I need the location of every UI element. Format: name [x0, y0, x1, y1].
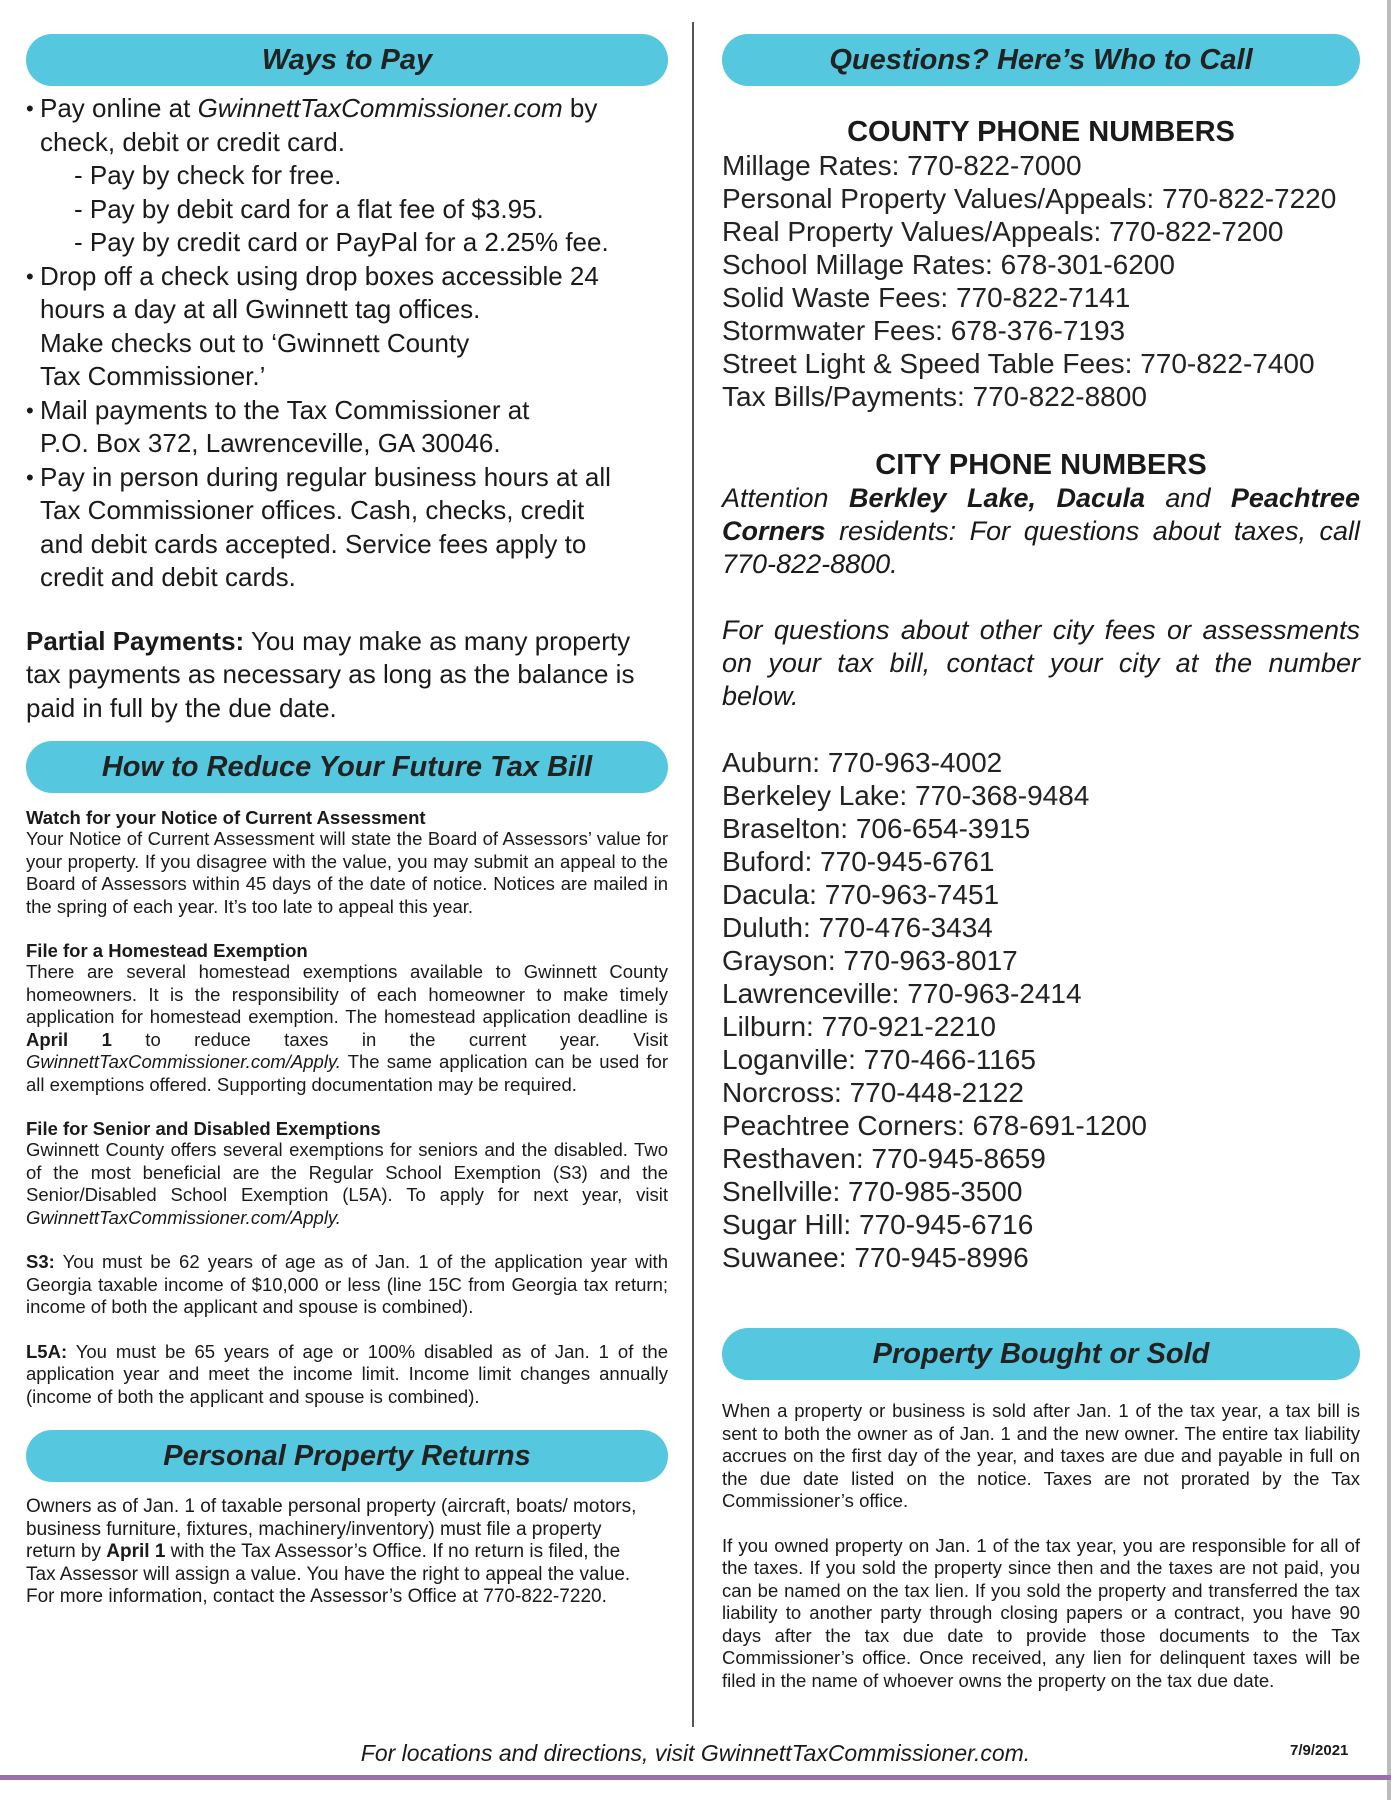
l5a-body: You must be 65 years of age or 100% disabled as of Jan. 1 of the application year and meet the income limit. Income limit changes annually (income of both the applicant and spouse is combined).: [26, 1340, 668, 1407]
l5a-label: L5A:: [26, 1340, 68, 1362]
homestead-text: [26, 961, 668, 1096]
city-phone-heading: CITY PHONE NUMBERS: [875, 449, 1207, 481]
left-column: [26, 34, 668, 1609]
county-phone-heading: COUNTY PHONE NUMBERS: [847, 116, 1235, 148]
pay-online-text-2: check, debit or credit card.: [40, 126, 345, 157]
person-line-1: Pay in person during regular business hours at all: [40, 461, 611, 492]
reduce-tax-banner: [26, 741, 668, 793]
county-phone-section: [722, 116, 1360, 413]
personal-text-post: with the Tax Assessor’s Office. If no return is filed, the Tax Assessor will assign a value. You have the right to appeal the value. For more information, contact the Assessor’s Office at 770-822-7220.: [26, 1541, 631, 1607]
mail-line-2: P.O. Box 372, Lawrenceville, GA 30046.: [40, 428, 501, 458]
watch-notice-block: [26, 807, 668, 918]
personal-property-text: [26, 1496, 668, 1609]
bought-sold-para-1: When a property or business is sold after Jan. 1 of the tax year, a tax bill is sent to both the owner as of Jan. 1 and the new owner. The entire tax liability accrues on the first day of the year, and taxes are due and payable in full on the due date listed on the notice. Taxes are not prorated by the Tax Commissioner’s office.: [722, 1400, 1360, 1511]
bought-sold-title: Property Bought or Sold: [872, 1337, 1210, 1370]
personal-text-pre: Owners as of Jan. 1 of taxable personal property (aircraft, boats/ motors, business furniture, fixtures, machinery/inventory) must file a property return by: [26, 1496, 637, 1562]
personal-property-section: [26, 1496, 668, 1609]
city-phone-line: Snellville: 770-985-3500: [722, 1176, 1023, 1207]
county-phone-line: Personal Property Values/Appeals: 770-822-7220: [722, 183, 1337, 214]
ways-to-pay-list: [26, 92, 668, 159]
city-phone-line: Dacula: 770-963-7451: [722, 879, 1000, 910]
page-edge: [1387, 0, 1391, 1800]
column-divider: [692, 22, 694, 1727]
city-phone-list: [722, 746, 1360, 1274]
footer-text: For locations and directions, visit GwinnettTaxCommissioner.com.: [360, 1740, 1031, 1766]
city-phone-line: Loganville: 770-466-1165: [722, 1044, 1036, 1075]
pay-online-text: Pay online at: [40, 93, 198, 123]
city-phone-line: Suwanee: 770-945-8996: [722, 1242, 1029, 1273]
partial-payments-label: Partial Payments:: [26, 625, 245, 656]
pay-credit-item: - Pay by credit card or PayPal for a 2.25% fee.: [74, 227, 609, 257]
personal-property-title: Personal Property Returns: [163, 1439, 531, 1472]
homestead-text-pre: There are several homestead exemptions available to Gwinnett County homeowners. It is the responsibility of each homeowner to make timely application for homestead exemption. The homestead application deadline is: [26, 961, 668, 1027]
homestead-deadline: April 1: [26, 1028, 112, 1050]
person-line-4: credit and debit cards.: [40, 562, 296, 592]
city-phone-line: Lilburn: 770-921-2210: [722, 1011, 996, 1042]
pay-online-url[interactable]: GwinnettTaxCommissioner.com: [197, 93, 563, 123]
homestead-block: [26, 940, 668, 1096]
city-phone-line: Braselton: 706-654-3915: [722, 813, 1031, 844]
city-phone-line: Norcross: 770-448-2122: [722, 1077, 1024, 1108]
homestead-heading: File for a Homestead Exemption: [26, 940, 308, 961]
city-phone-line: Lawrenceville: 770-963-2414: [722, 978, 1082, 1009]
reduce-tax-section: [26, 807, 668, 1408]
ways-to-pay-title: Ways to Pay: [261, 43, 433, 76]
county-phone-line: Street Light & Speed Table Fees: 770-822-7400: [722, 348, 1315, 379]
attn-and: and: [1145, 483, 1231, 513]
city-phone-line: Peachtree Corners: 678-691-1200: [722, 1110, 1147, 1141]
s3-block: [26, 1251, 668, 1319]
person-line-3: and debit cards accepted. Service fees apply to: [40, 528, 587, 559]
attn-cities-2: Peachtree Corners: [722, 483, 1360, 546]
s3-label: S3:: [26, 1251, 55, 1272]
questions-banner: [722, 34, 1360, 86]
dropoff-line-2: hours a day at all Gwinnett tag offices.: [40, 294, 481, 324]
city-phone-section: [722, 449, 1360, 1274]
reduce-tax-title: How to Reduce Your Future Tax Bill: [101, 750, 593, 783]
dropoff-line-4: Tax Commissioner.’: [40, 361, 266, 391]
pay-online-item: [26, 92, 668, 159]
attn-pre: Attention: [722, 483, 849, 513]
city-attention-text: [722, 482, 1360, 581]
watch-notice-text: Your Notice of Current Assessment will state the Board of Assessors’ value for your property. If you disagree with the value, you may submit an appeal to the Board of Assessors within 45 days of the date of notice. Notices are mailed in the spring of each year. It’s too late to appeal this year.: [26, 828, 668, 917]
dropoff-item: [26, 260, 668, 394]
senior-heading: File for Senior and Disabled Exemptions: [26, 1118, 381, 1139]
bought-sold-section: [722, 1400, 1360, 1692]
partial-payments: [26, 625, 668, 726]
personal-property-banner: [26, 1430, 668, 1482]
city-other-text: For questions about other city fees or assessments on your tax bill, contact your city at the number below.: [722, 615, 1360, 711]
l5a-text: [26, 1341, 668, 1409]
city-phone-line: Resthaven: 770-945-8659: [722, 1143, 1046, 1174]
bought-sold-banner: [722, 1328, 1360, 1380]
homestead-text-post: The same application can be used for all exemptions offered. Supporting documentation may be required.: [26, 1051, 668, 1095]
right-column: [722, 34, 1360, 1692]
partial-payments-text: You may make as many property tax payments as necessary as long as the balance is paid in full by the due date.: [26, 625, 635, 723]
ways-to-pay-list-2: [26, 260, 668, 595]
dropoff-line-3: Make checks out to ‘Gwinnett County: [40, 327, 470, 358]
city-phone-line: Auburn: 770-963-4002: [722, 747, 1003, 778]
mail-line-1: Mail payments to the Tax Commissioner at: [40, 394, 530, 425]
dropoff-line-1: Drop off a check using drop boxes accessible 24: [40, 260, 599, 291]
pay-online-text-post: by: [562, 93, 598, 123]
city-phone-line: Sugar Hill: 770-945-6716: [722, 1209, 1034, 1240]
county-phone-line: Millage Rates: 770-822-7000: [722, 150, 1082, 181]
personal-deadline: April 1: [106, 1541, 166, 1562]
county-phone-line: Stormwater Fees: 678-376-7193: [722, 315, 1126, 346]
senior-block: [26, 1118, 668, 1229]
city-phone-line: Duluth: 770-476-3434: [722, 912, 993, 943]
county-phone-line: Tax Bills/Payments: 770-822-8800: [722, 381, 1147, 412]
ways-to-pay-banner: [26, 34, 668, 86]
questions-title: Questions? Here’s Who to Call: [829, 43, 1253, 76]
senior-text-pre: Gwinnett County offers several exemptions for seniors and the disabled. Two of the most beneficial are the Regular School Exemption (S3) and the Senior/Disabled School Exemption (L5A). To apply for next year, visit: [26, 1139, 668, 1205]
person-line-2: Tax Commissioner offices. Cash, checks, credit: [40, 495, 585, 525]
footer-date: 7/9/2021: [1290, 1742, 1349, 1759]
pay-sub-items: [26, 159, 668, 260]
s3-text: [26, 1251, 668, 1319]
in-person-item: [26, 461, 668, 595]
bought-sold-para-2: If you owned property on Jan. 1 of the tax year, you are responsible for all of the taxes. If you sold the property since then and the taxes are not paid, you can be named on the tax lien. If you sold the property and transferred the tax liability to another party through closing papers or a contract, you have 90 days after the tax due date to provide those documents to the Tax Commissioner’s office. Once received, any lien for delinquent taxes will be filed in the name of whoever owns the property on the tax due date.: [722, 1534, 1360, 1691]
senior-url[interactable]: GwinnettTaxCommissioner.com/Apply.: [26, 1206, 341, 1228]
attn-post: residents: For questions about taxes, call 770-822-8800.: [722, 516, 1360, 579]
city-phone-line: Grayson: 770-963-8017: [722, 945, 1018, 976]
homestead-text-mid: to reduce taxes in the current year. Visit: [111, 1028, 668, 1050]
county-phone-line: Solid Waste Fees: 770-822-7141: [722, 282, 1131, 313]
watch-notice-heading: Watch for your Notice of Current Assessment: [26, 807, 426, 828]
s3-body: You must be 62 years of age as of Jan. 1 of the application year with Georgia taxable income of $10,000 or less (line 15C from Georgia tax return; income of both the applicant and spouse is combined).: [26, 1251, 668, 1317]
pay-check-item: - Pay by check for free.: [74, 160, 342, 190]
city-phone-line: Berkeley Lake: 770-368-9484: [722, 780, 1090, 811]
county-phone-line: School Millage Rates: 678-301-6200: [722, 249, 1175, 280]
county-phone-line: Real Property Values/Appeals: 770-822-7200: [722, 216, 1284, 247]
senior-text: [26, 1139, 668, 1229]
mail-item: [26, 394, 668, 461]
attn-cities-1: Berkley Lake, Dacula: [849, 483, 1145, 513]
l5a-block: [26, 1341, 668, 1409]
bottom-rule: [0, 1775, 1391, 1780]
pay-debit-item: - Pay by debit card for a flat fee of $3.95.: [74, 193, 544, 224]
city-phone-line: Buford: 770-945-6761: [722, 846, 995, 877]
homestead-url[interactable]: GwinnettTaxCommissioner.com/Apply.: [26, 1051, 341, 1072]
